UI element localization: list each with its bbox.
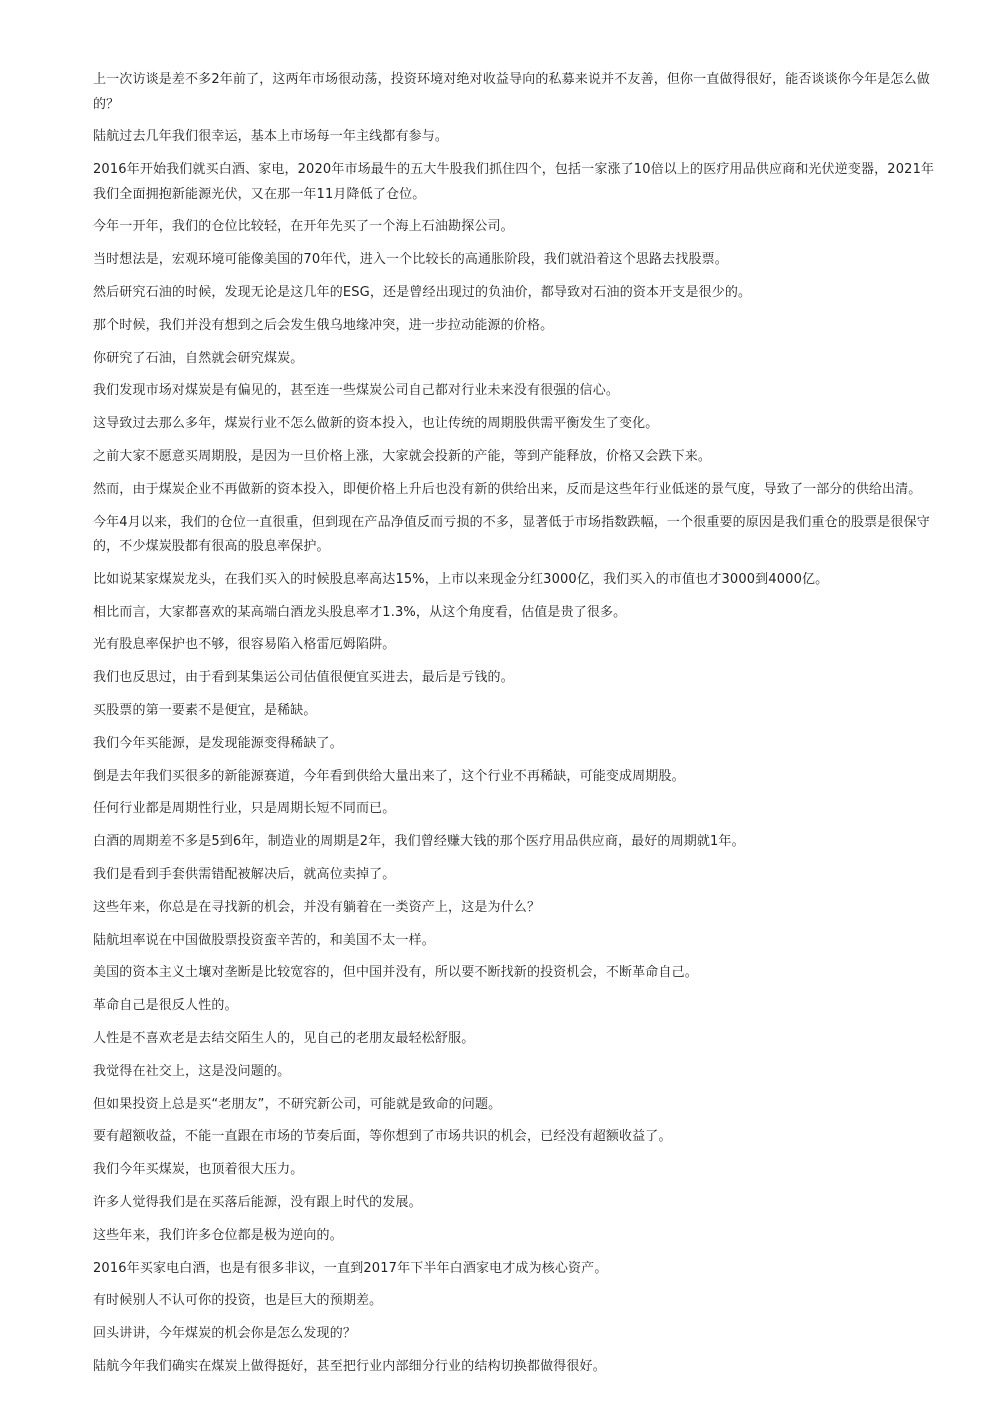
paragraph-34: 这些年来，我们许多仓位都是极为逆向的。 — [93, 1227, 343, 1243]
paragraph-18: 买股票的第一要素不是便宜，是稀缺。 — [93, 703, 317, 719]
paragraph-25: 陆航坦率说在中国做股票投资蛮辛苦的，和美国不太一样。 — [93, 932, 435, 948]
paragraph-14: 比如说某家煤炭龙头，在我们买入的时候股息率高达15%，上市以来现金分红3000亿，我们买入的市值也才3000到4000亿。 — [93, 571, 829, 587]
paragraph-33: 许多人觉得我们是在买落后能源，没有跟上时代的发展。 — [93, 1195, 422, 1210]
paragraph-11: 之前大家不愿意买周期股，是因为一旦价格上涨，大家就会投新的产能，等到产能释放，价格又会跌下来。 — [93, 448, 712, 464]
paragraph-2: 陆航过去几年我们很幸运，基本上市场每一年主线都有参与。 — [93, 129, 449, 145]
paragraph-37: 回头讲讲，今年煤炭的机会你是怎么发现的？ — [93, 1326, 357, 1342]
paragraph-36: 有时候别人不认可你的投资，也是巨大的预期差。 — [93, 1293, 383, 1309]
paragraph-10: 这导致过去那么多年，煤炭行业不怎么做新的资本投入，也让传统的周期股供需平衡发生了变化。 — [93, 416, 659, 432]
paragraph-24: 这些年来，你总是在寻找新的机会，并没有躺着在一类资产上，这是为什么？ — [93, 899, 541, 915]
paragraph-32: 我们今年买煤炭，也顶着很大压力。 — [93, 1162, 304, 1178]
paragraph-3: 2016年开始我们就买白酒、家电，2020年市场最牛的五大牛股我们抓住四个，包括一家涨了10倍以上的医疗用品供应商和光伏逆变器，2021年我们全面拥抱新能源光伏，又在那一年11月降低了仓位。 — [93, 162, 935, 202]
paragraph-1: 上一次访谈是差不多2年前了，这两年市场很动荡，投资环境对绝对收益导向的私募来说并不友善，但你一直做得很好，能否谈谈你今年是怎么做的？ — [93, 72, 930, 112]
paragraph-38: 陆航今年我们确实在煤炭上做得挺好，甚至把行业内部细分行业的结构切换都做得很好。 — [93, 1358, 606, 1374]
paragraph-16: 光有股息率保护也不够，很容易陷入格雷厄姆陷阱。 — [93, 637, 396, 653]
paragraph-31: 要有超额收益，不能一直跟在市场的节奏后面，等你想到了市场共识的机会，已经没有超额收益了。 — [93, 1129, 672, 1145]
paragraph-8: 你研究了石油，自然就会研究煤炭。 — [93, 350, 304, 366]
paragraph-15: 相比而言，大家都喜欢的某高端白酒龙头股息率才1.3%，从这个角度看，估值是贵了很多。 — [93, 604, 627, 620]
paragraph-17: 我们也反思过，由于看到某集运公司估值很便宜买进去，最后是亏钱的。 — [93, 670, 514, 686]
paragraph-5: 当时想法是，宏观环境可能像美国的70年代，进入一个比较长的高通胀阶段，我们就沿着这个思路去找股票。 — [93, 252, 728, 268]
paragraph-30: 但如果投资上总是买“老朋友”，不研究新公司，可能就是致命的问题。 — [93, 1096, 502, 1112]
paragraph-22: 白酒的周期差不多是5到6年，制造业的周期是2年，我们曾经赚大钱的那个医疗用品供应商，最好的周期就1年。 — [93, 834, 745, 850]
paragraph-9: 我们发现市场对煤炭是有偏见的，甚至连一些煤炭公司自己都对行业未来没有很强的信心。 — [93, 383, 620, 399]
document-body — [93, 68, 941, 1388]
paragraph-6: 然后研究石油的时候，发现无论是这几年的ESG，还是曾经出现过的负油价，都导致对石油的资本开支是很少的。 — [93, 284, 752, 300]
paragraph-13: 今年4月以来，我们的仓位一直很重，但到现在产品净值反而亏损的不多，显著低于市场指数跌幅，一个很重要的原因是我们重仓的股票是很保守的，不少煤炭股都有很高的股息率保护。 — [93, 514, 930, 555]
paragraph-27: 革命自己是很反人性的。 — [93, 998, 238, 1014]
paragraph-26: 美国的资本主义土壤对垄断是比较宽容的，但中国并没有，所以要不断找新的投资机会，不断革命自己。 — [93, 965, 698, 981]
paragraph-29: 我觉得在社交上，这是没问题的。 — [93, 1063, 291, 1079]
paragraph-4: 今年一开年，我们的仓位比较轻，在开年先买了一个海上石油勘探公司。 — [93, 219, 514, 235]
paragraph-7: 那个时候，我们并没有想到之后会发生俄乌地缘冲突，进一步拉动能源的价格。 — [93, 317, 554, 333]
paragraph-23: 我们是看到手套供需错配被解决后，就高位卖掉了。 — [93, 867, 396, 883]
paragraph-12: 然而，由于煤炭企业不再做新的资本投入，即便价格上升后也没有新的供给出来，反而是这些年行业低迷的景气度，导致了一部分的供给出清。 — [93, 481, 922, 497]
paragraph-20: 倒是去年我们买很多的新能源赛道，今年看到供给大量出来了，这个行业不再稀缺，可能变成周期股。 — [93, 768, 685, 784]
paragraph-35: 2016年买家电白酒，也是有很多非议，一直到2017年下半年白酒家电才成为核心资产。 — [93, 1260, 608, 1276]
paragraph-19: 我们今年买能源，是发现能源变得稀缺了。 — [93, 735, 343, 751]
paragraph-28: 人性是不喜欢老是去结交陌生人的，见自己的老朋友最轻松舒服。 — [93, 1031, 475, 1047]
paragraph-21: 任何行业都是周期性行业，只是周期长短不同而已。 — [93, 801, 396, 817]
